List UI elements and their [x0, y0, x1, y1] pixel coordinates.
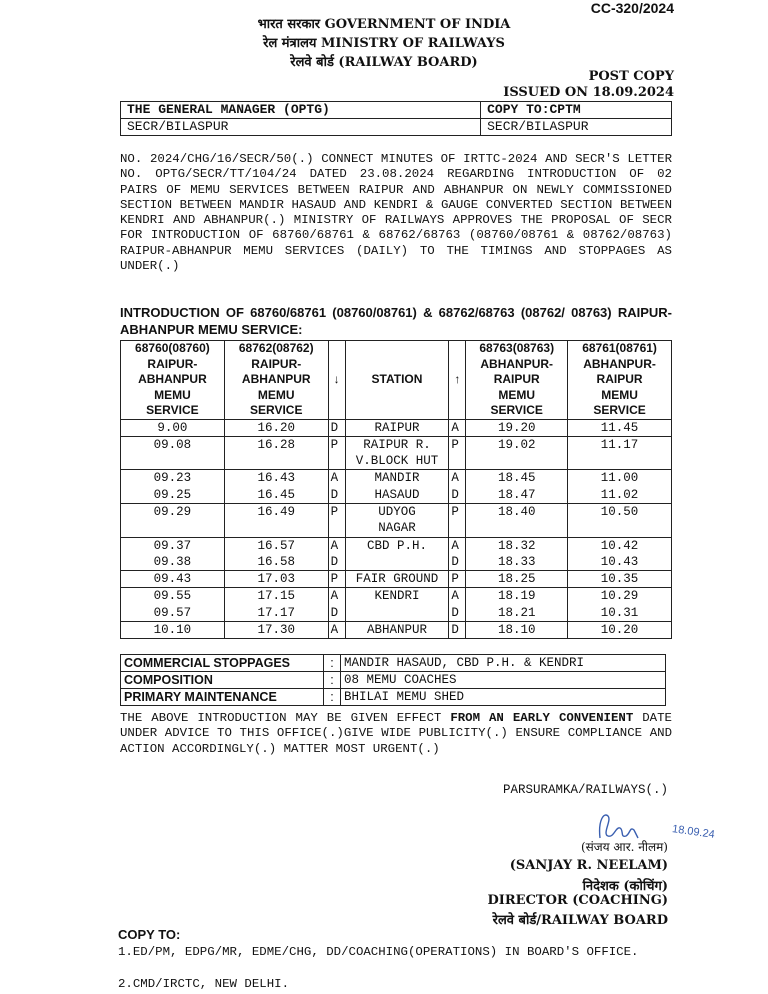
table-row: [121, 419, 672, 436]
time-68761: 11.45: [568, 419, 672, 436]
time-68763: 18.25: [466, 571, 568, 588]
header-government: भारत सरकार GOVERNMENT OF INDIA: [257, 17, 511, 32]
header-68760: 68760(08760) RAIPUR- ABHANPUR MEMU SERVICE: [121, 341, 225, 420]
station-name: CBD P.H.: [345, 537, 449, 571]
reference-number: CC-320/2024: [590, 0, 674, 16]
signatory-name: (SANJAY R. NEELAM): [509, 858, 668, 873]
arr-dep-down: A: [328, 622, 345, 639]
closing-emphasis: FROM AN EARLY CONVENIENT: [450, 711, 634, 725]
station-name: MANDIR HASAUD: [345, 470, 449, 504]
time-68762: 17.15 17.17: [224, 588, 328, 622]
station-name: RAIPUR R. V.BLOCK HUT: [345, 436, 449, 470]
to-value: SECR/BILASPUR: [121, 119, 481, 136]
time-68763: 19.02: [466, 436, 568, 470]
time-68762: 16.49: [224, 503, 328, 537]
info-key: COMMERCIAL STOPPAGES: [121, 655, 324, 672]
info-value: MANDIR HASAUD, CBD P.H. & KENDRI: [341, 655, 666, 672]
table-row: [121, 470, 672, 504]
time-68762: 16.43 16.45: [224, 470, 328, 504]
arr-dep-down: P: [328, 571, 345, 588]
time-68760: 9.00: [121, 419, 225, 436]
time-68760: 09.23 09.25: [121, 470, 225, 504]
header-ministry: रेल मंत्रालय MINISTRY OF RAILWAYS: [263, 36, 505, 51]
info-key: PRIMARY MAINTENANCE: [121, 689, 324, 706]
table-row: [121, 436, 672, 470]
arr-dep-up: P: [449, 503, 466, 537]
arr-dep-up: P: [449, 436, 466, 470]
time-68761: 10.50: [568, 503, 672, 537]
table-row: [121, 622, 672, 639]
time-68763: 18.32 18.33: [466, 537, 568, 571]
arr-dep-down: A D: [328, 537, 345, 571]
time-68761: 11.00 11.02: [568, 470, 672, 504]
info-colon: :: [324, 689, 341, 706]
timetable-heading: INTRODUCTION OF 68760/68761 (08760/08761) & 68762/68763 (08762/ 08763) RAIPUR-ABHANPUR MEMU SERVICE:: [120, 305, 672, 337]
arr-dep-up: A D: [449, 537, 466, 571]
address-table: [120, 101, 672, 136]
time-68760: 09.37 09.38: [121, 537, 225, 571]
signatory-hindi-name: (संजय आर. नीलम): [580, 840, 668, 854]
time-68763: 18.19 18.21: [466, 588, 568, 622]
arr-dep-down: D: [328, 419, 345, 436]
time-68761: 11.17: [568, 436, 672, 470]
handwritten-date: 18.09.24: [671, 823, 716, 841]
signatory-title: DIRECTOR (COACHING): [487, 893, 668, 908]
station-name: UDYOG NAGAR: [345, 503, 449, 537]
arr-dep-up: A: [449, 419, 466, 436]
post-copy-label: POST COPY: [588, 69, 674, 84]
table-row: [121, 571, 672, 588]
timetable: [120, 340, 672, 639]
closing-paragraph: THE ABOVE INTRODUCTION MAY BE GIVEN EFFECT FROM AN EARLY CONVENIENT DATE UNDER ADVICE TO THIS OFFICE(.)GIVE WIDE PUBLICITY(.) ENSURE COMPLIANCE AND ACTION ACCORDINGLY(.) MATTER MOST URGENT(.): [120, 711, 672, 756]
copy-to-item-1: 1.ED/PM, EDPG/MR, EDME/CHG, DD/COACHING(OPERATIONS) IN BOARD'S OFFICE.: [118, 945, 639, 959]
time-68762: 16.20: [224, 419, 328, 436]
time-68761: 10.29 10.31: [568, 588, 672, 622]
arr-dep-up: A D: [449, 588, 466, 622]
table-row: [121, 503, 672, 537]
arr-dep-down: A D: [328, 470, 345, 504]
time-68761: 10.20: [568, 622, 672, 639]
station-name: KENDRI: [345, 588, 449, 622]
sender-code: PARSURAMKA/RAILWAYS(.): [502, 783, 668, 797]
header-board: रेलवे बोर्ड (RAILWAY BOARD): [290, 55, 478, 70]
service-info-table: [120, 654, 666, 706]
arr-dep-up: P: [449, 571, 466, 588]
signatory-office: रेलवे बोर्ड/RAILWAY BOARD: [492, 913, 668, 928]
time-68762: 17.03: [224, 571, 328, 588]
copy-to-heading: COPY TO:: [118, 927, 181, 942]
time-68760: 09.43: [121, 571, 225, 588]
arr-dep-down: P: [328, 436, 345, 470]
info-colon: :: [324, 672, 341, 689]
time-68762: 16.28: [224, 436, 328, 470]
info-value: 08 MEMU COACHES: [341, 672, 666, 689]
copy-to-item-2: 2.CMD/IRCTC, NEW DELHI.: [118, 977, 290, 991]
time-68763: 18.10: [466, 622, 568, 639]
arr-dep-up: A D: [449, 470, 466, 504]
arr-dep-down: P: [328, 503, 345, 537]
table-row: [121, 537, 672, 571]
issued-date: ISSUED ON 18.09.2024: [503, 85, 674, 100]
time-68760: 09.08: [121, 436, 225, 470]
time-68762: 17.30: [224, 622, 328, 639]
station-name: FAIR GROUND: [345, 571, 449, 588]
info-colon: :: [324, 655, 341, 672]
copy-label: COPY TO:CPTM: [481, 102, 672, 119]
time-68760: 10.10: [121, 622, 225, 639]
header-station: STATION: [345, 341, 449, 420]
time-68761: 10.42 10.43: [568, 537, 672, 571]
signatory-hindi-title: निदेशक (कोचिंग): [582, 879, 668, 894]
time-68761: 10.35: [568, 571, 672, 588]
arr-dep-up: D: [449, 622, 466, 639]
copy-value: SECR/BILASPUR: [481, 119, 672, 136]
to-label: THE GENERAL MANAGER (OPTG): [121, 102, 481, 119]
info-key: COMPOSITION: [121, 672, 324, 689]
time-68763: 19.20: [466, 419, 568, 436]
time-68760: 09.55 09.57: [121, 588, 225, 622]
station-name: RAIPUR: [345, 419, 449, 436]
station-name: ABHANPUR: [345, 622, 449, 639]
header-68763: 68763(08763) ABHANPUR- RAIPUR MEMU SERVICE: [466, 341, 568, 420]
header-68761: 68761(08761) ABHANPUR- RAIPUR MEMU SERVICE: [568, 341, 672, 420]
header-68762: 68762(08762) RAIPUR- ABHANPUR MEMU SERVICE: [224, 341, 328, 420]
time-68760: 09.29: [121, 503, 225, 537]
time-68763: 18.40: [466, 503, 568, 537]
up-arrow-icon: ↑: [449, 341, 466, 420]
arr-dep-down: A D: [328, 588, 345, 622]
down-arrow-icon: ↓: [328, 341, 345, 420]
info-value: BHILAI MEMU SHED: [341, 689, 666, 706]
table-row: [121, 588, 672, 622]
time-68762: 16.57 16.58: [224, 537, 328, 571]
time-68763: 18.45 18.47: [466, 470, 568, 504]
body-paragraph: NO. 2024/CHG/16/SECR/50(.) CONNECT MINUTES OF IRTTC-2024 AND SECR'S LETTER NO. OPTG/SECR/TT/104/24 DATED 23.08.2024 REGARDING INTRODUCTION OF 02 PAIRS OF MEMU SERVICES BETWEEN RAIPUR AND ABHANPUR ON NEWLY COMMISSIONED SECTION BETWEEN MANDIR HASAUD AND KENDRI & GAUGE CONVERTED SECTION BETWEEN KENDRI AND ABHANPUR(.) MINISTRY OF RAILWAYS APPROVES THE PROPOSAL OF SECR FOR INTRODUCTION OF 68760/68761 & 68762/68763 (08760/08761 & 08762/08763) RAIPUR-ABHANPUR MEMU SERVICES (DAILY) TO THE TIMINGS AND STOPPAGES AS UNDER(.): [120, 152, 672, 274]
